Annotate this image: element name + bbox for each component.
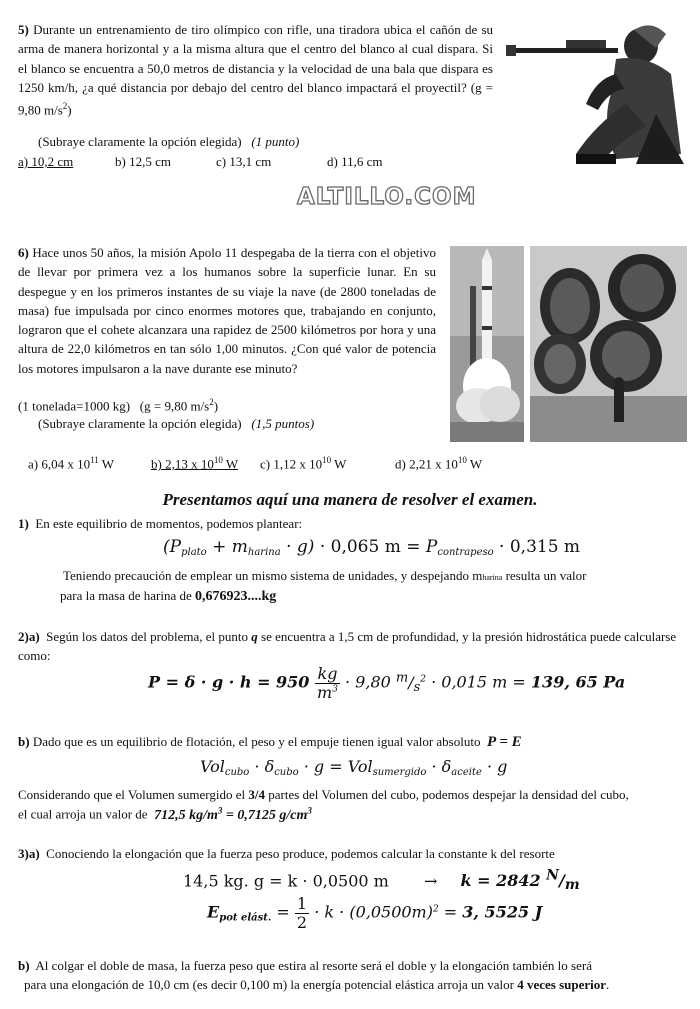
q5-option-c[interactable]: c) 13,1 cm (216, 154, 272, 169)
question-6-note: (1 tonelada=1000 kg) (g = 9,80 $m/s^2$) (18, 397, 219, 414)
solution-title: Presentamos aquí una manera de resolver el examen. (162, 490, 538, 509)
q5-option-b[interactable]: b) 12,5 cm (115, 154, 171, 169)
solution-2b-result: 712,5 $kg/m^3 = 0,7125$ $g/cm^3$ (154, 805, 312, 823)
q6-option-a[interactable]: a) 6,04 x $10^{11}$ W (28, 455, 115, 472)
q5-option-d[interactable]: d) 11,6 cm (327, 154, 383, 169)
rocket-launch-image (450, 246, 524, 442)
solution-1-equation: $(P_{plato} + m_{harina} \cdot g) \cdot 0,065$ $m = P_{contrapeso} \cdot 0,315$ m (163, 537, 581, 558)
question-6-options (28, 455, 508, 473)
solution-3a-text: 3)a) Conociendo la elongación que la fuerza peso produce, podemos calcular la constante k del resorte (18, 846, 555, 861)
question-5-body: Durante un entrenamiento de tiro olímpico con rifle, una tiradora ubica el cañón de su arma de manera horizontal y a la misma altura que el centro del blanco al cual dispara. Si el blanco se encuentra a 50,0 metros de distancia y la velocidad de una bala que dispara es 1250 km/h, ¿a qué distancia por debajo del centro del blanco impactará el proyectil? (g = 9,80 m/s (18, 22, 493, 118)
question-5-text: 5) Durante un entrenamiento de tiro olímpico con rifle, una tiradora ubica el cañón de su arma de manera horizontal y a la misma altura que el centro del blanco al cual dispara. Si el blanco se encuentra a 50,0 metros de distancia y la velocidad de una bala que dispara es 1250 km/h, ¿a qué distancia por debajo del centro del blanco impactará el proyectil? (g = 9,80 $m/s^2$) (18, 22, 493, 118)
solution-2b-equation: $Vol_{cubo} \cdot \delta_{cubo} \cdot g = Vol_{sumergido} \cdot \delta_{aceite} \cdot g$ (200, 757, 508, 778)
solution-3a-energy-result: 3, 5525 J (462, 902, 543, 922)
solution-2b-result-line: el cual arroja un valor de 712,5 $kg/m^3 = 0,7125$ $g/cm^3$ (18, 805, 312, 823)
question-5-instruction: (Subraye claramente la opción elegida) (1 punto) (38, 134, 300, 149)
question-6-text (18, 243, 436, 378)
solution-3b-text: b) Al colgar el doble de masa, la fuerza peso que estira al resorte será el doble y la elongación también lo será (18, 958, 592, 973)
solution-2b-text2: Considerando que el Volumen sumergido el 3/4 partes del Volumen del cubo, podemos despejar la densidad del cubo, (18, 787, 629, 802)
solution-1-result-line: para la masa de harina de 0,676923....kg (60, 588, 277, 604)
altillo-watermark: ALTILLO.COM (297, 184, 477, 210)
question-6-number: 6) (18, 245, 29, 260)
solution-2a-equation: P = δ · g · h = 950 $\frac{kg}{m^3}$ · 9,80 $^m/_s^2 \cdot 0,015$ m = 139, 65 Pa (148, 664, 626, 702)
solution-3b-result: 4 veces superior (517, 977, 607, 992)
question-5-options (18, 154, 498, 172)
question-5-points: (1 punto) (251, 134, 300, 149)
q5-option-a[interactable]: a) 10,2 cm (18, 154, 74, 169)
q6-option-b[interactable]: b) 2,13 x $10^{10}$ W (151, 455, 239, 472)
solution-1-intro: 1) En este equilibrio de momentos, podemos plantear: (18, 516, 303, 531)
question-6-points: (1,5 puntos) (251, 416, 315, 431)
question-5-number: 5) (18, 22, 29, 37)
solution-3a-equation-1: 14,5 kg. g = k · 0,0500 m → k = 2842 $^N$/m (183, 868, 580, 894)
solution-1-text: Teniendo precaución de emplear un mismo sistema de unidades, y despejando mharina resulta un valor (63, 568, 587, 583)
q6-option-c[interactable]: c) 1,12 x $10^{10}$ W (260, 455, 347, 472)
solution-3b-text2: para una elongación de 10,0 cm (es decir 0,100 m) la energía potencial elástica arroja un valor 4 veces superior. (24, 977, 610, 992)
solution-2b-text: b) Dado que es un equilibrio de flotación, el peso y el empuje tienen igual valor absoluto P = E (18, 734, 522, 750)
solution-1-result: 0,676923....kg (194, 589, 277, 604)
solution-3a-equation-2: $E_{pot elást.}$ = $\frac{1}{2}$ · $k \cdot (0,0500m)^2 = 3$, 5525 J (207, 894, 543, 932)
solution-2a-result: 139, 65 Pa (530, 672, 626, 692)
solution-2a-text: 2)a) Según los datos del problema, el punto q se encuentra a 1,5 cm de profundidad, y la presión hidrostática puede calcularse como: (18, 629, 677, 663)
rocket-engines-image (530, 246, 687, 442)
shooter-image (506, 14, 688, 166)
solution-3a-k-result: k = 2842 $^N$/m (460, 868, 580, 894)
question-6-body: Hace unos 50 años, la misión Apolo 11 despegaba de la tierra con el objetivo de llevar por primera vez a los humanos sobre la superficie lunar. En su despegue y en los primeros instantes de su viaje la nave (de 2800 toneladas de masa) fue impulsada por cinco enormes motores que, trabajando en conjunto, lograron que el cohete alcanzara una rapidez de 2500 kilómetros por hora y una altura de 22,0 kilómetros en tan sólo 1,00 minutos. ¿Con qué valor de potencia los motores impulsaron a la nave durante ese minuto? (18, 245, 437, 376)
q6-option-d[interactable]: d) 2,21 x $10^{10}$ W (395, 455, 483, 472)
question-6-instruction: (Subraye claramente la opción elegida) (1,5 puntos) (38, 416, 315, 431)
